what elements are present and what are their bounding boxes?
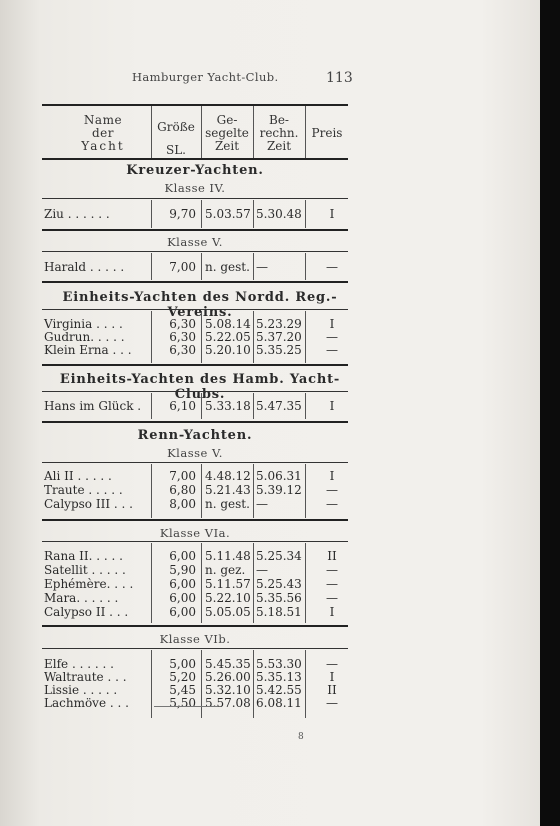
class-label-kreuzer-iv: Klasse IV. [164,181,226,195]
class-label-renn-via: Klasse VIa. [159,526,231,540]
book-spine-shadow [540,0,560,826]
page-number: 113 [326,70,353,86]
header-bottom-rule [42,158,348,160]
class-label-renn-v: Klasse V. [167,446,223,460]
header-sailed-time: Ge- segelte Zeit [205,113,249,153]
section-title-kreuzer: Kreuzer-Yachten. [126,163,264,178]
table-top-rule [42,104,348,106]
footer-rule [154,706,218,707]
header-size: Größe SL. [157,120,195,157]
section-title-hamb: Einheits-Yachten des Hamb. Yacht-Clubs. [59,372,341,402]
class-label-renn-vib: Klasse VIb. [159,632,231,646]
header-computed-time: Be- rechn. Zeit [259,113,299,153]
running-head: Hamburger Yacht-Club. [132,70,279,84]
book-page: Hamburger Yacht-Club. 113 Name der Yacht Größe SL. Ge- segelte Zeit Be- rechn. Zeit Preis Kreuzer-Yachten. Klasse IV. Ziu . . . . . . 9,70 5.03.57 5.30.48 I Klasse V. Harald . . . . . 7,00 n. gest. — — Einheits-Yachten des Nordd. Reg.-Vereins. Virginia . . . . 6,30 5.08.14 5.23.29 I Gudrun. . . . . 6,30 5.22.05 5.37.20 — Klein Erna . . . 6,30 5.20.10 5.35.25 — Einheits-Yachten des Hamb. Yacht-Clubs. Hans im Glück . 6,10 5.33.18 5.47.35 I Renn-Yachten. Klasse V. Ali II . . . . . 7,00 4.48.12 5.06.31 I Traute . . . . . 6,80 5.21.43 5.39.12 — Calypso III . . . 8,00 n. gest. — — Klasse VIa. Rana II. . . . . 6,00 5.11.48 5.25.34 II Satellit . . . . . 5,90 n. gez. — — Ephémère. . . . 6,00 5.11.57 5.25.43 — Mara. . . . . . 6,00 5.22.10 5.35.56 — Calypso II . . . 6,00 5.05.05 5.18.51 I Klasse VIb. Elfe . . . . . . 5,00 5.45.35 5.53.30 — Waltraute . . . 5,20 5.26.00 5.35.13 I Lissie . . . . . 5,45 5.32.10 5.42.55 II Lachmöve . . . 5,50 5.57.08 6.08.11 — 8 [0,0,540,826]
section-title-renn: Renn-Yachten. [137,428,253,443]
class-label-kreuzer-v: Klasse V. [167,235,223,249]
sheet-signature: 8 [298,732,304,742]
header-prize: Preis [311,126,343,140]
header-name: Name der Yacht [81,113,125,153]
section-title-nordd: Einheits-Yachten des Nordd. Reg.-Vereins. [62,290,338,320]
